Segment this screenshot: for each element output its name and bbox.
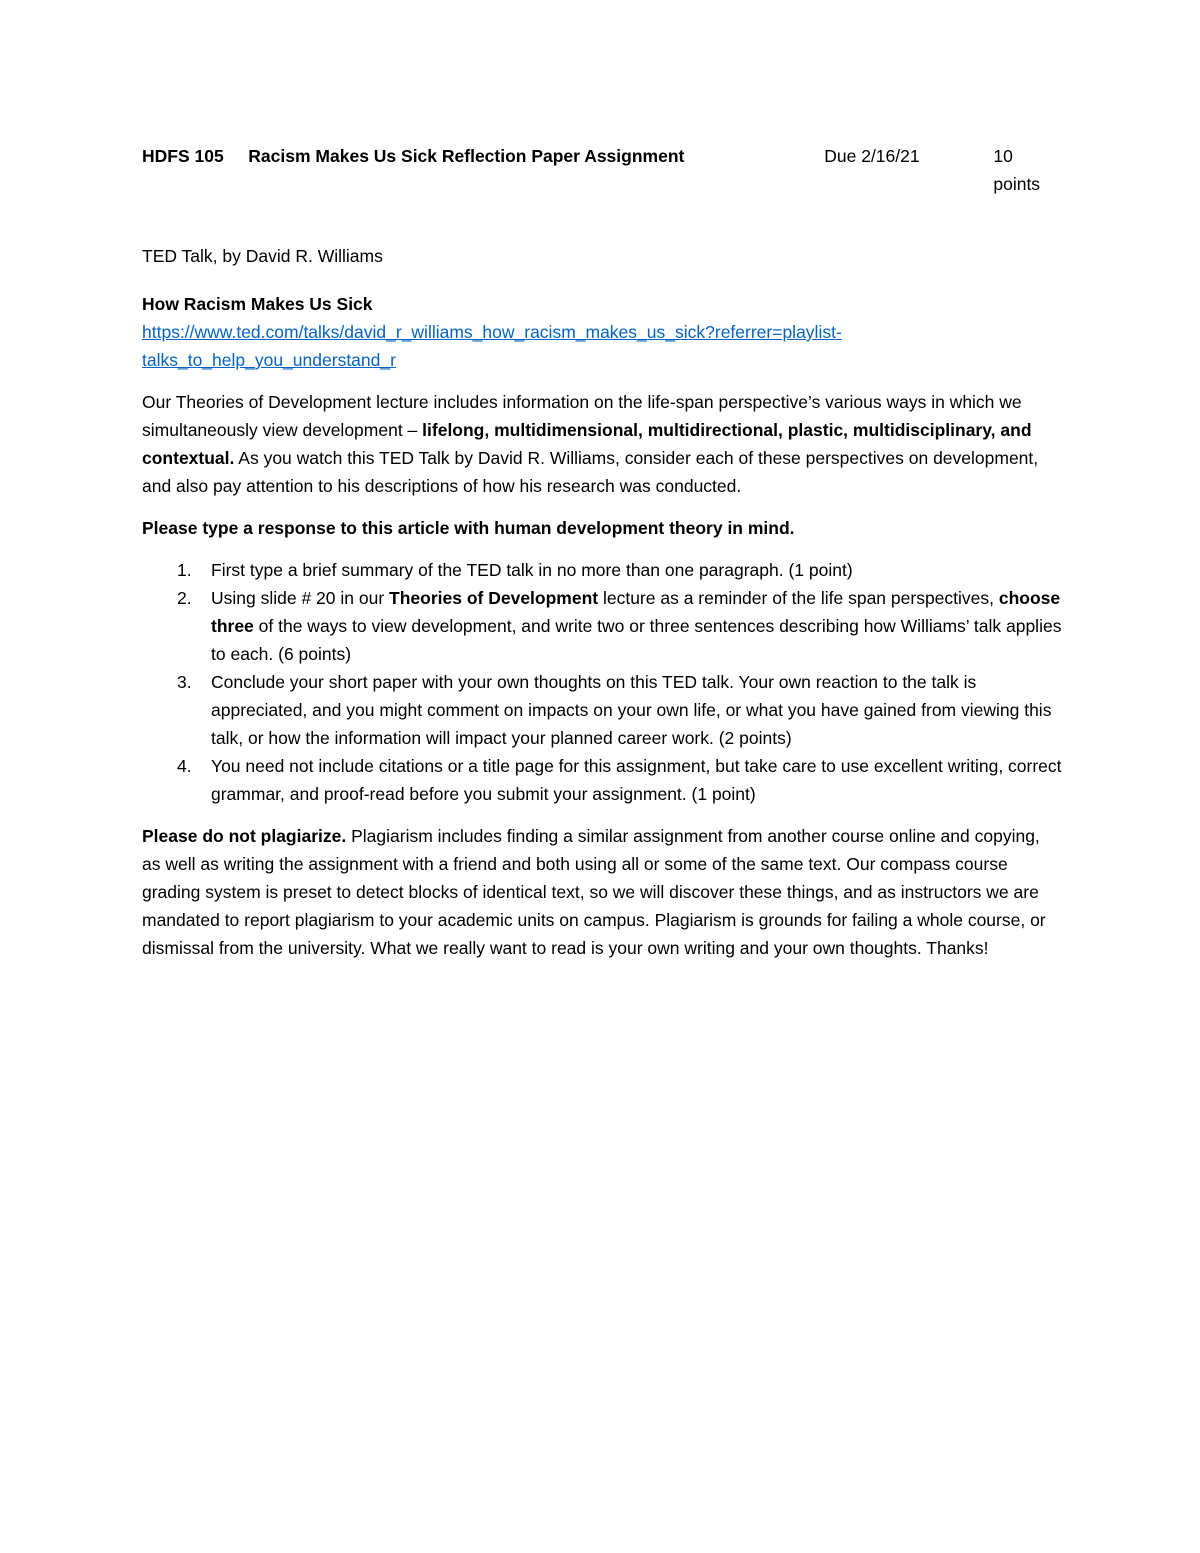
- list-item-number: 4.: [177, 756, 192, 776]
- list-item: [142, 668, 1062, 752]
- list-item-text: Conclude your short paper with your own thoughts on this TED talk. Your own reaction to the talk is appreciated, and you might comment on impacts on your own life, or what you have gained from viewing this talk, or how the information will impact your planned career work. (2 points): [211, 672, 1052, 748]
- ted-talk-link[interactable]: [142, 318, 962, 374]
- ted-talk-link-line2: talks_to_help_you_understand_r: [142, 350, 396, 370]
- intro-paragraph: [142, 388, 1062, 500]
- plagiarism-paragraph: [142, 822, 1062, 962]
- intro-perspectives: lifelong, multidimensional, multidirectional, plastic, multidisciplinary, and contextual.: [142, 420, 1032, 468]
- intro-text-part1: Our Theories of Development lecture includes information on the life-span perspective’s various ways in which we simultaneously view development –: [142, 392, 1022, 440]
- talk-byline: TED Talk, by David R. Williams: [142, 246, 383, 266]
- list-item-text-pre: Using slide # 20 in our: [211, 588, 390, 608]
- list-item: [142, 584, 1062, 668]
- list-item-number: 3.: [177, 672, 192, 692]
- list-item-number: 1.: [177, 560, 192, 580]
- list-item-text-mid: lecture as a reminder of the life span perspectives,: [598, 588, 999, 608]
- plagiarism-text: Plagiarism includes finding a similar assignment from another course online and copying, as well as writing the assignment with a friend and both using all or some of the same text. Our compass course grading system is preset to detect blocks of identical text, so we will discover these things, and as instructors we are mandated to report plagiarism to your academic units on campus. Plagiarism is grounds for failing a whole course, or dismissal from the university. What we really want to read is your own writing and your own thoughts. Thanks!: [142, 826, 1046, 958]
- plagiarism-warning: Please do not plagiarize.: [142, 826, 347, 846]
- intro-text-part2: As you watch this TED Talk by David R. Williams, consider each of these perspectives on development, and also pay attention to his descriptions of how his research was conducted.: [142, 448, 1039, 496]
- assignment-header: [142, 142, 1062, 194]
- list-item-text: First type a brief summary of the TED talk in no more than one paragraph. (1 point): [211, 560, 853, 580]
- document-page: [142, 142, 1062, 962]
- points-total: 10 points: [993, 146, 1041, 194]
- list-item-bold-lecture: Theories of Development: [389, 588, 599, 608]
- list-item: [142, 752, 1062, 808]
- due-date: Due 2/16/21: [824, 146, 920, 166]
- course-code: HDFS 105: [142, 146, 224, 166]
- list-item: [142, 556, 1062, 584]
- assignment-title: Racism Makes Us Sick Reflection Paper Assignment: [248, 146, 685, 166]
- talk-title: How Racism Makes Us Sick: [142, 294, 373, 314]
- list-item-bold-choose: choose three: [211, 588, 1061, 636]
- ted-talk-link-line1: https://www.ted.com/talks/david_r_williams_how_racism_makes_us_sick?referrer=playlist-: [142, 322, 842, 342]
- response-prompt: Please type a response to this article with human development theory in mind.: [142, 518, 795, 538]
- instructions-list: [142, 556, 1062, 808]
- list-item-text: You need not include citations or a title page for this assignment, but take care to use excellent writing, correct grammar, and proof-read before you submit your assignment. (1 point): [211, 756, 1062, 804]
- list-item-text-post: of the ways to view development, and write two or three sentences describing how Williams’ talk applies to each. (6 points): [211, 616, 1062, 664]
- list-item-number: 2.: [177, 588, 192, 608]
